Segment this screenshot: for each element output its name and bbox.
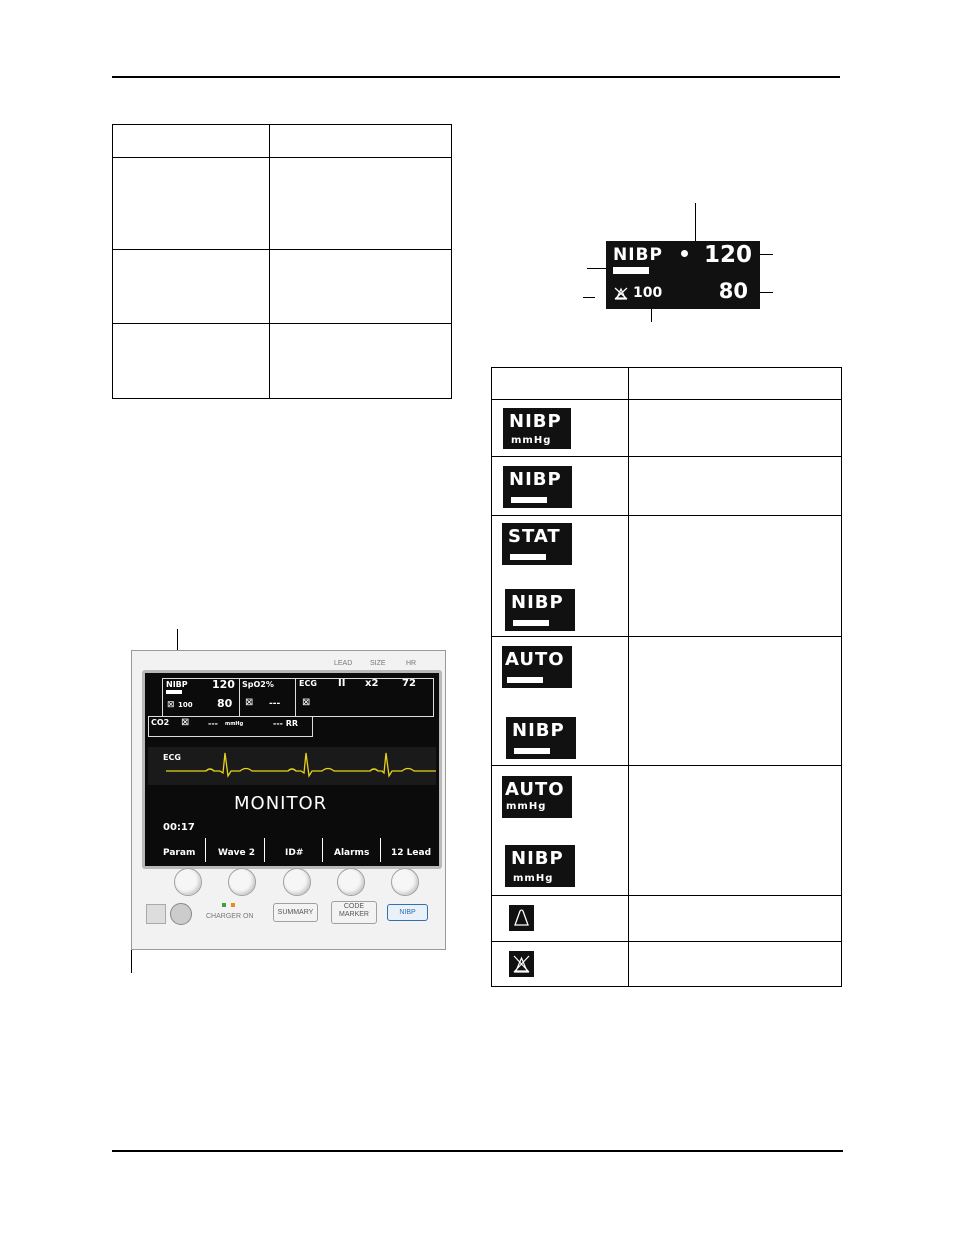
charger-label: CHARGER ON [206, 913, 254, 920]
summary-button[interactable]: SUMMARY [273, 903, 318, 922]
softkey-alarms[interactable]: Alarms [334, 848, 370, 858]
screen-ecg-lead: II [338, 678, 346, 689]
nibp-auto-bar-icon: NIBP [506, 717, 576, 759]
nibp-stat-bar-icon: NIBP [505, 589, 575, 631]
softkey-knob-2[interactable] [228, 868, 256, 896]
screen-co2-alarm-icon: ⊠ [181, 717, 190, 728]
screen-nibp-dia: 80 [217, 697, 233, 710]
softkey-knob-3[interactable] [283, 868, 311, 896]
softkey-12lead[interactable]: 12 Lead [391, 848, 432, 858]
lead-label: LEAD [334, 660, 353, 667]
screen-co2-unit: mmHg [225, 721, 244, 727]
code-marker-button[interactable]: CODE MARKER [331, 901, 377, 924]
contrast-button[interactable] [170, 903, 192, 925]
softkey-param[interactable]: Param [163, 848, 196, 858]
charger-led-green [222, 903, 226, 907]
softkey-id[interactable]: ID# [285, 848, 304, 858]
screen-ecg-hr: 72 [402, 678, 416, 689]
screen-ecg-label: ECG [299, 679, 317, 688]
softkey-knob-4[interactable] [337, 868, 365, 896]
screen-time: 00:17 [163, 822, 195, 833]
nibp-mean: 100 [633, 285, 663, 301]
screen-nibp-sys: 120 [212, 678, 235, 691]
nibp-mmhg-icon-2: NIBP mmHg [505, 845, 575, 887]
stat-icon: STAT [502, 523, 572, 565]
size-label: SIZE [370, 660, 386, 667]
wave-label: ECG [163, 753, 181, 762]
ecg-trace [148, 747, 436, 785]
nibp-status-bar [613, 267, 649, 274]
nibp-diastolic: 80 [718, 279, 748, 303]
nibp-title: NIBP [613, 245, 663, 265]
softkey-wave2[interactable]: Wave 2 [218, 848, 256, 858]
screen-co2-label: CO2 [151, 718, 170, 727]
nibp-status-bar-icon: NIBP [503, 466, 572, 508]
hr-label: HR [406, 660, 417, 667]
screen-spo2-alarm-icon: ⊠ [245, 697, 254, 708]
screen-co2-rr: --- RR [273, 719, 299, 728]
nibp-systolic: 120 [703, 242, 752, 268]
nibp-button[interactable]: NIBP [387, 904, 428, 921]
screen-ecg-size: x2 [365, 678, 379, 689]
auto-mmhg-icon: AUTO mmHg [502, 776, 572, 818]
auto-icon: AUTO [502, 646, 572, 688]
screen-spo2-value: --- [269, 699, 281, 709]
monitor-screen [142, 670, 442, 869]
inflation-indicator [681, 250, 688, 257]
charger-led-orange [231, 903, 235, 907]
screen-spo2-label: SpO2% [242, 680, 274, 689]
screen-nibp-bar [166, 690, 182, 694]
alarm-off-icon-2 [509, 951, 534, 977]
screen-mode: MONITOR [234, 793, 328, 814]
softkey-knob-5[interactable] [391, 868, 419, 896]
screen-co2-value: --- [208, 719, 218, 728]
alarm-off-icon [614, 287, 628, 305]
screen-ecg-alarm-icon: ⊠ [302, 697, 311, 708]
footer-rule [112, 1150, 843, 1152]
screen-nibp-alarm-icon: ⊠ [167, 699, 175, 709]
softkey-knob-1[interactable] [174, 868, 202, 896]
header-rule [112, 76, 840, 78]
nibp-mmhg-icon: NIBP mmHg [503, 408, 571, 449]
nibp-parameter-box [606, 241, 760, 309]
screen-nibp-map: 100 [178, 701, 193, 709]
screen-nibp-label: NIBP [166, 680, 188, 689]
speaker-icon [146, 904, 166, 924]
alarm-on-icon [509, 905, 534, 931]
